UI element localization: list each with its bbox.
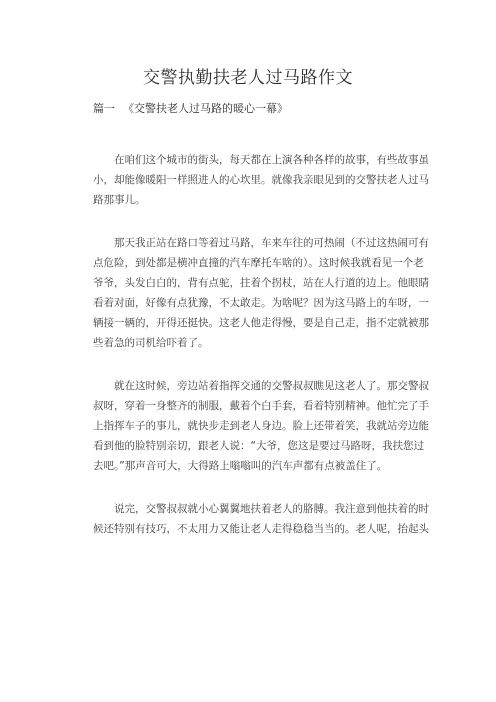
section-heading (93, 101, 288, 117)
paragraph-line: 上指挥车子的事儿，就快步走到老人身边。脸上还带着笑，我就站旁边能 (93, 420, 429, 432)
paragraph (93, 150, 429, 210)
paragraph (93, 233, 429, 353)
paragraph-line: 那天我正站在路口等着过马路，车来车往的可热闹（不过这热闹可有 (114, 237, 429, 249)
paragraph-line: 爷爷，头发白白的，背有点驼，拄着个拐杖，站在人行道的边上。他眼睛 (93, 277, 429, 289)
paragraph (93, 499, 429, 539)
document-title: 交警执勤扶老人过马路作文 (143, 68, 353, 88)
paragraph-line: 路那事儿。 (93, 194, 146, 206)
paragraph-line: 看到他的脸特别亲切，跟老人说：“大爷，您这是要过马路呀，我扶您过 (93, 440, 424, 452)
paragraph-line: 看着对面，好像有点犹豫，不太敢走。为啥呢？因为这马路上的车呀，一 (93, 297, 429, 309)
paragraph (93, 376, 429, 476)
paragraph-line: 小，却能像暖阳一样照进人的心坎里。就像我亲眼见到的交警扶老人过马 (93, 174, 429, 186)
paragraph-line: 去吧。”那声音可大，大得路上嗡嗡叫的汽车声都有点被盖住了。 (93, 460, 388, 472)
paragraph-line: 就在这时候，旁边站着指挥交通的交警叔叔瞧见这老人了。那交警叔 (114, 380, 429, 392)
section-title: 《交警扶老人过马路的暖心一幕》 (123, 102, 288, 115)
paragraph-line: 点危险，到处都是横冲直撞的汽车摩托车啥的）。这时候我就看见一个老 (93, 257, 424, 269)
paragraph-line: 辆接一辆的，开得还挺快。这老人他走得慢，要是自己走，指不定就被那 (93, 317, 429, 329)
document-body (93, 150, 429, 562)
paragraph-line: 些着急的司机给吓着了。 (93, 337, 209, 349)
paragraph-line: 在咱们这个城市的街头，每天都在上演各种各样的故事，有些故事虽 (114, 154, 429, 166)
paragraph-line: 叔呀，穿着一身整齐的制服，戴着个白手套，看着特别精神。他忙完了手 (93, 400, 429, 412)
paragraph-line: 说完，交警叔叔就小心翼翼地扶着老人的胳膊。我注意到他扶着的时 (114, 503, 429, 515)
section-label: 篇一 (93, 102, 115, 115)
paragraph-line: 候还特别有技巧，不太用力又能让老人走得稳稳当当的。老人呢，抬起头 (93, 523, 429, 535)
